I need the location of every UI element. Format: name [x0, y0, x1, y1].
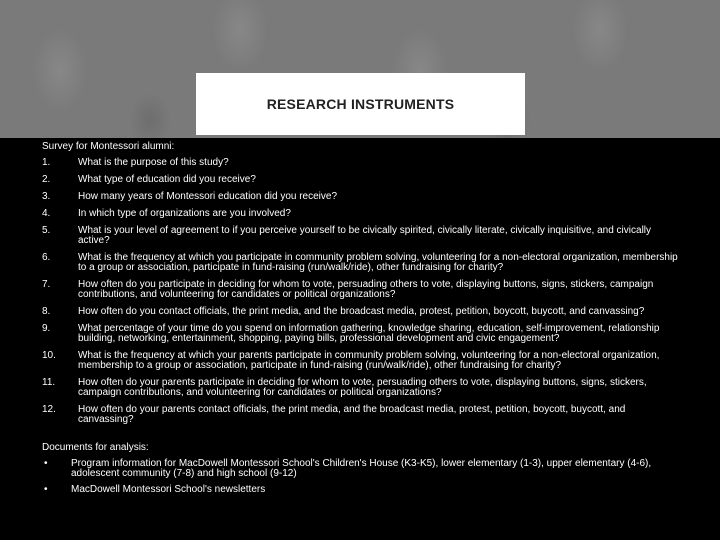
question-text: What is the frequency at which your parents participate in community problem solving, volunteering for a non-electoral organization, membership to a group or association, participate in fund-raising (run/walk/ride), other fundraising for charity? [78, 350, 660, 371]
doc-text: Program information for MacDowell Montessori School's Children's House (K3-K5), lower elementary (1-3), upper elementary (4-6), adolescent community (7-8) and high school (9-12) [71, 458, 652, 479]
question-number: 3. [42, 191, 51, 202]
doc-item [42, 459, 682, 479]
question-item [42, 175, 682, 185]
question-number: 1. [42, 157, 51, 168]
question-text: What is your level of agreement to if you perceive yourself to be civically spirited, civically literate, civically inquisitive, and civically active? [78, 225, 652, 246]
question-item [42, 158, 682, 168]
question-text: How often do you participate in deciding for whom to vote, persuading others to vote, displaying buttons, signs, stickers, campaign contributions, and volunteering for candidates or political organizations? [78, 279, 654, 300]
question-item [42, 324, 682, 344]
title-box [196, 73, 525, 135]
question-text: What is the frequency at which you participate in community problem solving, volunteering for a non-electoral organization, membership to a group or association, participate in fund-raising (run/walk/ride), other fundraising for charity? [78, 252, 678, 273]
question-item [42, 280, 682, 300]
docs-heading: Documents for analysis: [42, 442, 149, 453]
question-number: 4. [42, 208, 51, 219]
question-number: 8. [42, 306, 51, 317]
slide-content [42, 142, 682, 495]
question-text: What is the purpose of this study? [78, 157, 229, 168]
question-item [42, 226, 682, 246]
question-number: 11. [42, 377, 56, 388]
question-text: How many years of Montessori education did you receive? [78, 191, 338, 202]
question-item [42, 378, 682, 398]
question-number: 7. [42, 279, 51, 290]
question-number: 12. [42, 404, 56, 415]
question-number: 6. [42, 252, 51, 263]
doc-item [42, 485, 682, 495]
bullet-icon: • [44, 484, 48, 495]
question-text: How often do your parents contact officials, the print media, and the broadcast media, protest, petition, boycott, buycott, and canvassing? [78, 404, 626, 425]
question-number: 10. [42, 350, 56, 361]
bullet-icon: • [44, 458, 48, 469]
question-text: How often do you contact officials, the print media, and the broadcast media, protest, petition, boycott, buycott, and canvassing? [78, 306, 645, 317]
question-item [42, 253, 682, 273]
question-text: What type of education did you receive? [78, 174, 256, 185]
question-item [42, 405, 682, 425]
question-text: In which type of organizations are you involved? [78, 208, 291, 219]
question-item [42, 192, 682, 202]
doc-text: MacDowell Montessori School's newsletters [71, 484, 266, 495]
question-number: 5. [42, 225, 51, 236]
question-number: 2. [42, 174, 51, 185]
question-number: 9. [42, 323, 51, 334]
question-item [42, 209, 682, 219]
question-text: What percentage of your time do you spend on information gathering, knowledge sharing, education, self-improvement, relationship building, networking, entertainment, shopping, paying bills, professional development and civic engagement? [78, 323, 660, 344]
question-item [42, 351, 682, 371]
survey-heading: Survey for Montessori alumni: [42, 141, 175, 152]
question-item [42, 307, 682, 317]
slide-title: RESEARCH INSTRUMENTS [266, 96, 455, 112]
question-text: How often do your parents participate in deciding for whom to vote, persuading others to vote, displaying buttons, signs, stickers, campaign contributions, and volunteering for candidates or political organizations? [78, 377, 647, 398]
